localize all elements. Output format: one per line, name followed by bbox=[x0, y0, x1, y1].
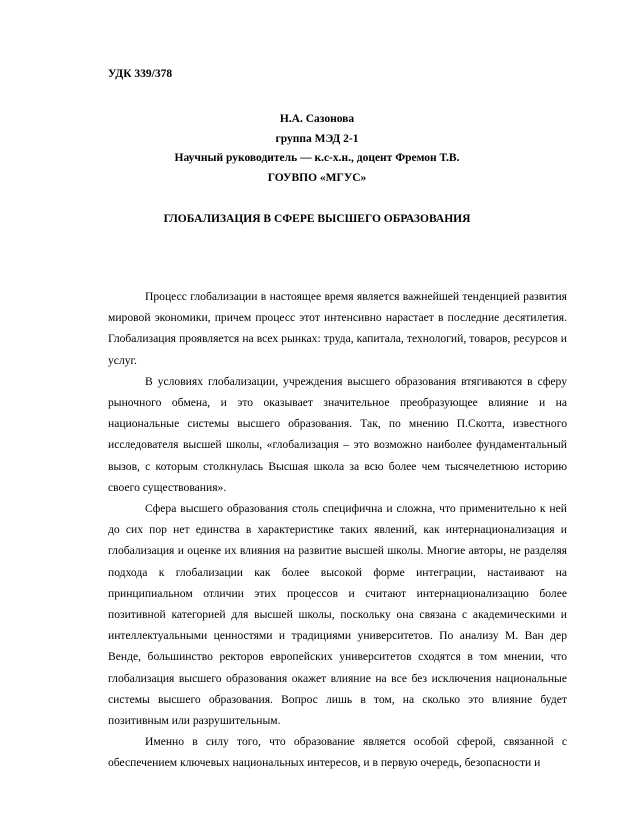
paragraph: Сфера высшего образования столь специфична и сложна, что применительно к ней до сих пор нет единства в характеристике таких явлений, как интернационализация и глобализация и оценке их влияния на развитие высшей школы. Многие авторы, не разделяя подхода к глобализации как более высокой форме интеграции, настаивают на принципиальном отличии этих процессов и считают интернационализацию более позитивной категорией для высшей школы, поскольку она связана с академическими и интеллектуальными ценностями и традициями университетов. По анализу М. Ван дер Венде, большинство ректоров европейских университетов сходятся в том мнении, что глобализация высшего образования окажет влияние на все без исключения национальные системы высшего образования. Вопрос лишь в том, на сколько это влияние будет позитивным или разрушительным. bbox=[108, 502, 567, 728]
article-body bbox=[108, 286, 567, 774]
article-title: ГЛОБАЛИЗАЦИЯ В СФЕРЕ ВЫСШЕГО ОБРАЗОВАНИЯ bbox=[163, 213, 471, 225]
supervisor: Научный руководитель — к.с-х.н., доцент Фремон Т.В. bbox=[174, 152, 460, 164]
institution: ГОУВПО «МГУС» bbox=[267, 171, 367, 184]
author-name: Н.А. Сазонова bbox=[279, 113, 355, 125]
author-group: группа МЭД 2-1 bbox=[275, 132, 359, 145]
udk-code: УДК 339/378 bbox=[108, 68, 173, 80]
paragraph: Процесс глобализации в настоящее время является важнейшей тенденцией развития мировой экономики, причем процесс этот интенсивно нарастает в последние десятилетия. Глобализация проявляется на всех рынках: труда, капитала, технологий, товаров, ресурсов и услуг. bbox=[108, 290, 567, 367]
paragraph: В условиях глобализации, учреждения высшего образования втягиваются в сферу рыночного обмена, и это оказывает значительное преобразующее влияние и на национальные системы высшего образования. Так, по мнению П.Скотта, известного исследователя высшей школы, «глобализация – это возможно наиболее фундаментальный вызов, с которым столкнулась Высшая школа за всю более чем тысячелетнюю историю своего существования». bbox=[108, 374, 567, 494]
author-block bbox=[0, 110, 634, 188]
paragraph: Именно в силу того, что образование является особой сферой, связанной с обеспечением ключевых национальных интересов, и в первую очередь, безопасности и bbox=[108, 735, 567, 770]
